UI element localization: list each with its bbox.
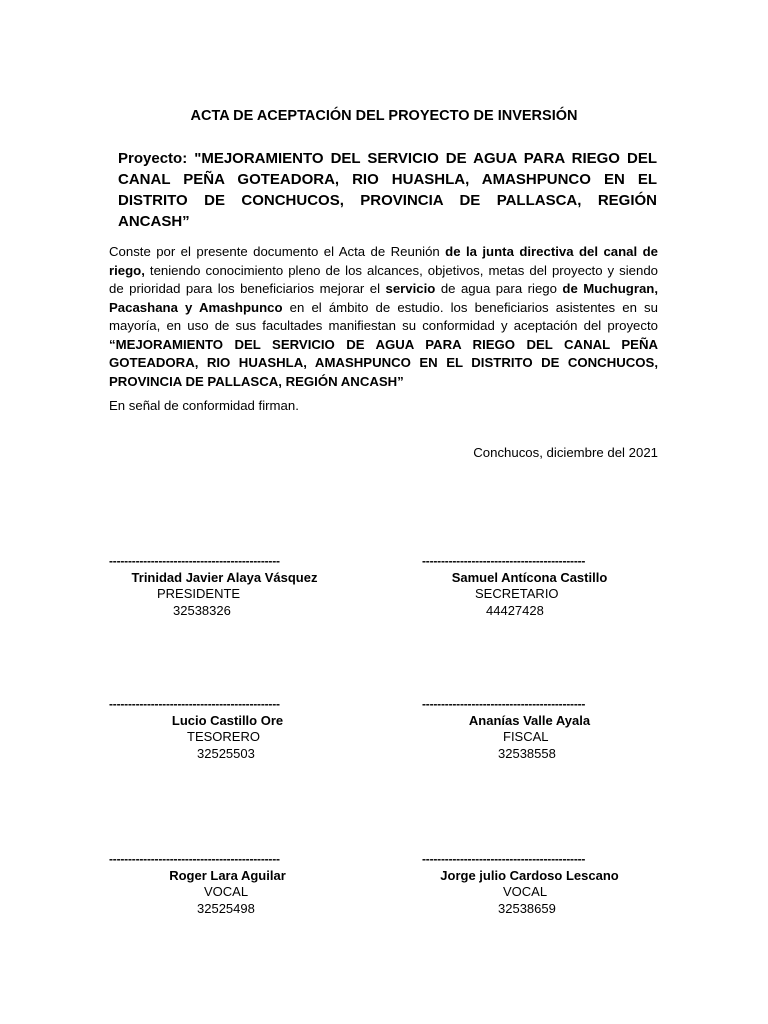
body-text-4: en el ámbito de estudio. los beneficiarios asistentes en su mayoría, en uso de sus facultades manifiestan su conformidad y aceptación del proyecto	[109, 299, 658, 333]
signer-dni: 32525498	[197, 900, 255, 916]
signer-name: Lucio Castillo Ore	[171, 712, 284, 728]
signer-role: FISCAL	[503, 729, 549, 744]
body-bold-1: de la junta directiva del canal de riego,	[109, 244, 658, 278]
signer-dni: 32538326	[173, 602, 231, 618]
place-date: Conchucos, diciembre del 2021	[473, 445, 658, 460]
signer-name: Samuel Antícona Castillo	[451, 569, 608, 585]
project-name: Proyecto: "MEJORAMIENTO DEL SERVICIO DE AGUA PARA RIEGO DEL CANAL PEÑA GOTEADORA, RIO HUASHLA, AMASHPUNCO EN EL DISTRITO DE CONCHUCOS, PROVINCIA DE PALLASCA, REGIÓN ANCASH”	[118, 150, 657, 230]
signer-role: PRESIDENTE	[157, 586, 241, 601]
signature-line: -------------------------------------------	[422, 554, 586, 568]
signature-presidente	[109, 553, 334, 619]
signature-tesorero	[109, 696, 334, 762]
signature-line: -------------------------------------------	[422, 852, 586, 866]
signature-line: ---------------------------------------------	[109, 554, 280, 568]
signer-role: VOCAL	[503, 884, 548, 899]
signer-name: Ananías Valle Ayala	[468, 712, 591, 728]
signature-line: ---------------------------------------------	[109, 852, 280, 866]
signer-role: TESORERO	[187, 729, 260, 744]
signature-vocal-1	[109, 851, 334, 917]
signer-dni: 32525503	[197, 745, 255, 761]
signer-name: Jorge julio Cardoso Lescano	[440, 867, 619, 883]
acta-body	[109, 243, 658, 391]
signature-fiscal	[422, 696, 637, 762]
body-text-1: Conste por el presente documento el Acta de Reunión	[109, 244, 446, 259]
body-bold-3: de Muchugran, Pacashana y Amashpunco	[109, 281, 659, 315]
body-bold-4: “MEJORAMIENTO DEL SERVICIO DE AGUA PARA RIEGO DEL CANAL PEÑA GOTEADORA, RIO HUASHLA, AMASHPUNCO EN EL DISTRITO DE CONCHUCOS, PROVINCIA DE PALLASCA, REGIÓN ANCASH”	[109, 336, 658, 389]
signer-name: Trinidad Javier Alaya Vásquez	[131, 569, 318, 585]
signer-role: SECRETARIO	[475, 586, 559, 601]
signer-dni: 32538558	[498, 745, 556, 761]
body-bold-2: servicio	[385, 281, 436, 296]
signer-dni: 44427428	[486, 602, 544, 618]
document-title: ACTA DE ACEPTACIÓN DEL PROYECTO DE INVERSIÓN	[190, 108, 578, 124]
conformity-statement: En señal de conformidad firman.	[109, 398, 299, 413]
signature-line: ---------------------------------------------	[109, 697, 280, 711]
signer-role: VOCAL	[204, 884, 249, 899]
body-text-2: teniendo conocimiento pleno de los alcances, objetivos, metas del proyecto y siendo de prioridad para los beneficiarios mejorar el	[109, 262, 658, 296]
signer-name: Roger Lara Aguilar	[169, 867, 286, 883]
signature-secretario	[422, 553, 637, 619]
signer-dni: 32538659	[498, 900, 556, 916]
signature-vocal-2	[422, 851, 637, 917]
signature-line: -------------------------------------------	[422, 697, 586, 711]
body-text-3: de agua para riego	[435, 281, 563, 296]
